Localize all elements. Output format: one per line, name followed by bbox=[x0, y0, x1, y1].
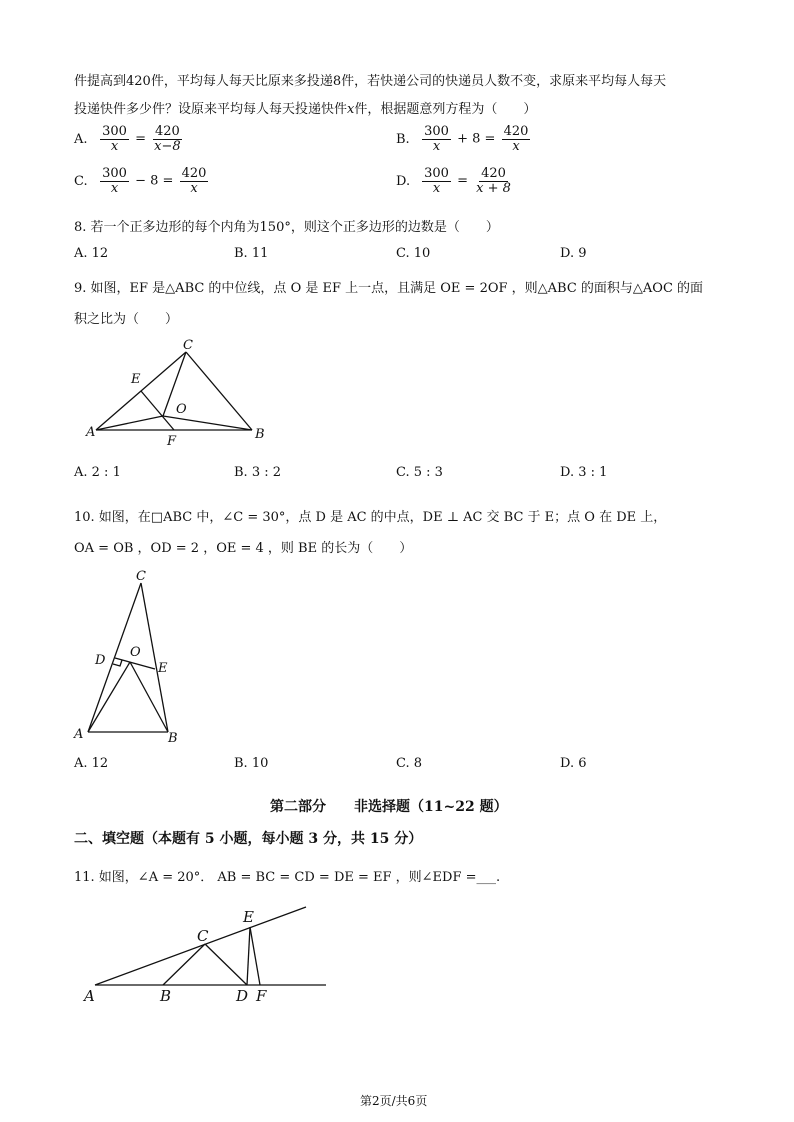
q11-segment-ef bbox=[250, 927, 260, 985]
q9-segment-ob bbox=[163, 416, 252, 430]
q10-stem-line1: 10. 如图，在□ABC 中，∠C = 30°，点 D 是 AC 的中点，DE ⊥ AC 交 BC 于 E；点 O 在 DE 上， bbox=[74, 510, 667, 525]
q9-label-e: E bbox=[131, 372, 141, 387]
q10-label-o: O bbox=[130, 645, 141, 660]
q11-segment-cd bbox=[205, 944, 247, 985]
q8-option-b: B. 11 bbox=[234, 246, 269, 261]
q8-option-a: A. 12 bbox=[74, 246, 109, 261]
q11-label-d: D bbox=[236, 987, 249, 1005]
q10-segment-cb bbox=[141, 583, 168, 732]
q10-label-d: D bbox=[95, 653, 106, 668]
q11-stem: 11. 如图，∠A = 20°． AB = BC = CD = DE = EF ，则∠EDF =___. bbox=[74, 870, 501, 885]
q9-option-b: B. 3 : 2 bbox=[234, 465, 282, 480]
part2-title: 第二部分 非选择题（11~22 题） bbox=[270, 799, 508, 815]
q10-option-b: B. 10 bbox=[234, 756, 269, 771]
q10-label-c: C bbox=[136, 569, 146, 584]
q9-label-f: F bbox=[167, 434, 177, 449]
q9-label-a: A bbox=[86, 425, 96, 440]
q9-option-a: A. 2 : 1 bbox=[74, 465, 121, 480]
q10-option-c: C. 8 bbox=[396, 756, 423, 771]
q7-option-d: D. $\frac{300}{x}$ = $\frac{420}{x + 8}$ bbox=[396, 166, 511, 196]
q10-label-b: B bbox=[168, 731, 178, 746]
q7-stem-line2: 投递快件多少件？设原来平均每人每天投递快件x件，根据题意列方程为（ ） bbox=[74, 102, 537, 117]
q10-option-a: A. 12 bbox=[74, 756, 109, 771]
q10-label-a: A bbox=[74, 727, 84, 742]
q11-segment-bc bbox=[163, 944, 205, 985]
q11-ray bbox=[95, 907, 306, 985]
q8-option-c: C. 10 bbox=[396, 246, 431, 261]
q11-label-a: A bbox=[84, 987, 95, 1005]
q7-option-c: C. $\frac{300}{x}$ − 8 = $\frac{420}{x}$ bbox=[74, 166, 207, 196]
page-number: 第2页/共6页 bbox=[360, 1094, 428, 1108]
q9-option-d: D. 3 : 1 bbox=[560, 465, 608, 480]
q11-label-e: E bbox=[243, 908, 254, 926]
q10-stem-line2: OA = OB ，OD = 2 ，OE = 4 ，则 BE 的长为（ ） bbox=[74, 541, 413, 556]
q9-segment-cb bbox=[186, 352, 252, 430]
q11-label-b: B bbox=[160, 987, 172, 1005]
q9-stem-line2: 积之比为（ ） bbox=[74, 312, 179, 327]
q9-label-b: B bbox=[255, 427, 265, 442]
q9-segment-ao bbox=[96, 416, 163, 430]
q10-right-angle-mark bbox=[113, 660, 122, 666]
q11-label-f: F bbox=[256, 987, 267, 1005]
q9-label-c: C bbox=[183, 338, 193, 353]
q10-option-d: D. 6 bbox=[560, 756, 587, 771]
q9-label-o: O bbox=[176, 402, 187, 417]
q8-option-d: D. 9 bbox=[560, 246, 587, 261]
q9-option-c: C. 5 : 3 bbox=[396, 465, 443, 480]
q8-stem: 8. 若一个正多边形的每个内角为150°，则这个正多边形的边数是（ ） bbox=[74, 220, 499, 235]
q9-stem-line1: 9. 如图，EF 是△ABC 的中位线，点 O 是 EF 上一点，且满足 OE = 2OF ，则△ABC 的面积与△AOC 的面 bbox=[74, 281, 704, 296]
q11-segment-de bbox=[247, 927, 250, 985]
q9-segment-ef bbox=[141, 391, 174, 430]
q7-stem-line1: 件提高到420件，平均每人每天比原来多投递8件，若快递公司的快递员人数不变，求原来平均每人每天 bbox=[74, 74, 667, 89]
q7-option-a: A. $\frac{300}{x}$ = $\frac{420}{x-8}$ bbox=[74, 124, 181, 154]
q10-label-e: E bbox=[158, 661, 168, 676]
q7-option-b: B. $\frac{300}{x}$ + 8 = $\frac{420}{x}$ bbox=[396, 124, 529, 154]
q11-label-c: C bbox=[197, 927, 209, 945]
section-fill-in-blank-heading: 二、填空题（本题有 5 小题，每小题 3 分，共 15 分） bbox=[74, 831, 423, 847]
